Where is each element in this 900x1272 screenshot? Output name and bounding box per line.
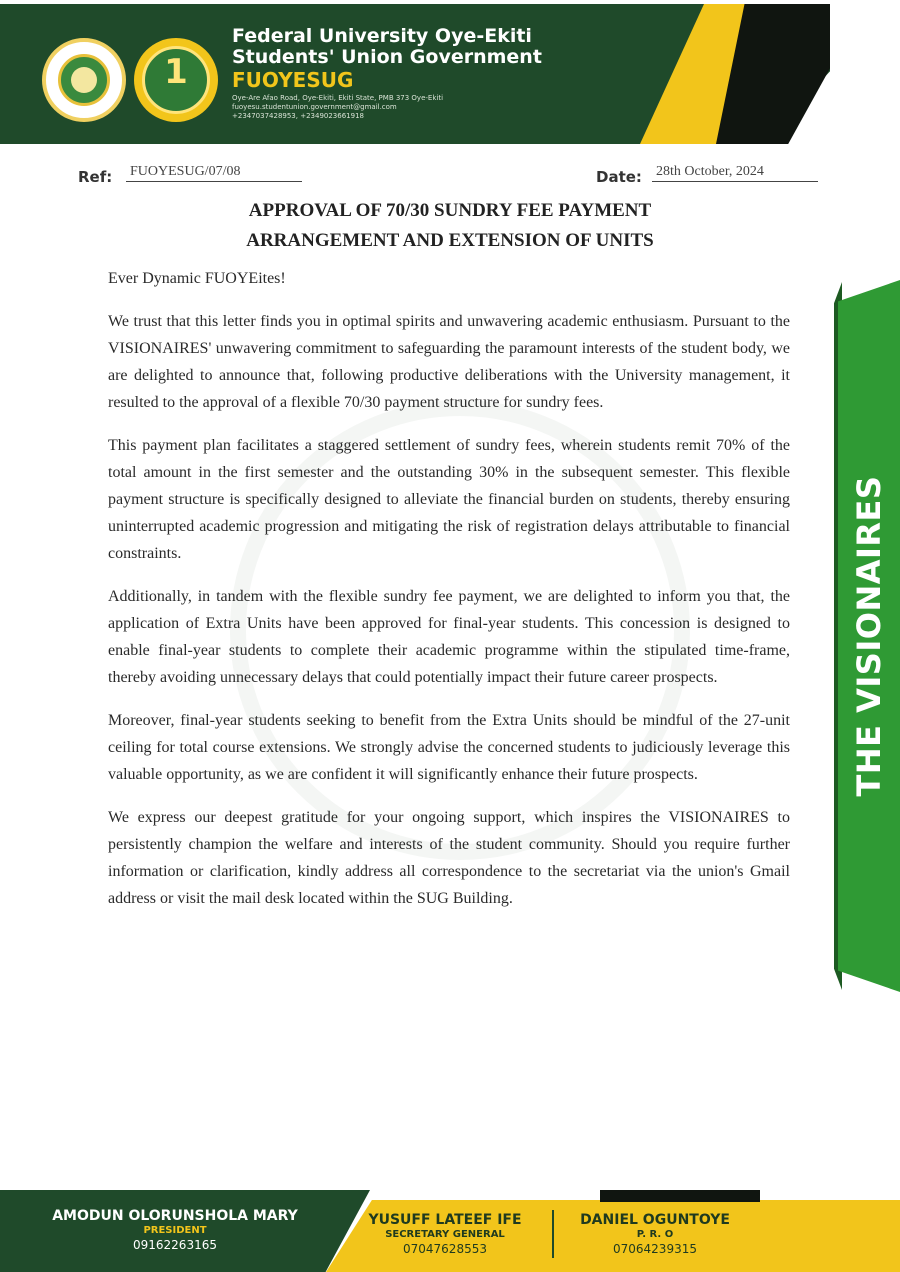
letter-body: [108, 270, 790, 928]
contact-address: Oye-Are Afao Road, Oye-Ekiti, Ekiti State, PMB 373 Oye-Ekiti: [232, 94, 444, 102]
title-line2: ARRANGEMENT AND EXTENSION OF UNITS: [246, 230, 654, 251]
footer-dark-stripe: [600, 1190, 760, 1202]
contact-email: fuoyesu.studentunion.government@gmail.com: [232, 103, 397, 111]
ribbon-text: THE VISIONAIRES: [850, 475, 888, 797]
ref-number: FUOYESUG/07/08: [126, 164, 302, 182]
president-name: AMODUN OLORUNSHOLA MARY: [52, 1208, 298, 1224]
organization-name: [232, 26, 542, 68]
pro-phone: 07064239315: [613, 1242, 697, 1256]
letter-title: [90, 196, 810, 256]
students-union-logo: [134, 38, 218, 122]
date-label: Date:: [596, 168, 642, 186]
signatory-president: [30, 1208, 320, 1253]
logo-mark: 1: [164, 52, 188, 92]
president-phone: 09162263165: [133, 1238, 217, 1252]
university-logo: [42, 38, 126, 122]
letterhead: [0, 0, 900, 160]
title-line1: APPROVAL OF 70/30 SUNDRY FEE PAYMENT: [248, 200, 652, 221]
letter-date: 28th October, 2024: [652, 164, 818, 182]
org-name-line1: Federal University Oye-Ekiti: [232, 25, 532, 47]
secretary-general-role: SECRETARY GENERAL: [385, 1229, 505, 1240]
body-paragraph: This payment plan facilitates a staggered settlement of sundry fees, wherein students remit 70% of the total amount in the first semester and the outstanding 30% in the subsequent semester. This flexible payment structure is specifically designed to alleviate the financial burden on students, thereby ensuring uninterrupted academic progression and mitigating the risk of registration delays attributable to financial constraints.: [108, 437, 790, 562]
organization-abbreviation: FUOYESUG: [232, 68, 354, 92]
secretary-general-name: YUSUFF LATEEF IFE: [368, 1212, 522, 1228]
footer-divider: [552, 1210, 554, 1258]
body-paragraph: We express our deepest gratitude for your ongoing support, which inspires the VISIONAIRES to persistently champion the welfare and interests of the student community. Should you require further information or clarification, kindly address all correspondence to the secretariat via the union's Gmail address or visit the mail desk located within the SUG Building.: [108, 809, 790, 907]
salutation: Ever Dynamic FUOYEites!: [108, 270, 286, 287]
president-role: PRESIDENT: [143, 1225, 207, 1236]
body-paragraph: We trust that this letter finds you in optimal spirits and unwavering academic enthusiasm. Pursuant to the VISIONAIRES' unwavering commitment to safeguarding the paramount interests of the student body, we are delighted to announce that, following productive deliberations with the University management, it resulted to the approval of a flexible 70/30 payment structure for sundry fees.: [108, 313, 790, 411]
ref-label: Ref:: [78, 168, 113, 186]
footer-signatories: [0, 1190, 900, 1272]
signatory-pro: [560, 1212, 750, 1257]
contact-phone: +2347037428953, +2349023661918: [232, 112, 364, 120]
organization-contact: [232, 94, 592, 121]
pro-name: DANIEL OGUNTOYE: [580, 1212, 730, 1228]
signatory-secretary-general: [350, 1212, 540, 1257]
secretary-general-phone: 07047628553: [403, 1242, 487, 1256]
org-name-line2: Students' Union Government: [232, 46, 542, 68]
body-paragraph: Moreover, final-year students seeking to benefit from the Extra Units should be mindful of the 27-unit ceiling for total course extensions. We strongly advise the concerned students to judiciously leverage this valuable opportunity, as we are confident it will significantly enhance their future prospects.: [108, 712, 790, 783]
body-paragraph: Additionally, in tandem with the flexible sundry fee payment, we are delighted to inform you that, the application of Extra Units have been approved for final-year students. This concession is designed to enable final-year students to complete their academic programme within the stipulated time-frame, thereby avoiding unnecessary delays that could potentially impact their future career prospects.: [108, 588, 790, 686]
pro-role: P. R. O: [636, 1229, 674, 1240]
